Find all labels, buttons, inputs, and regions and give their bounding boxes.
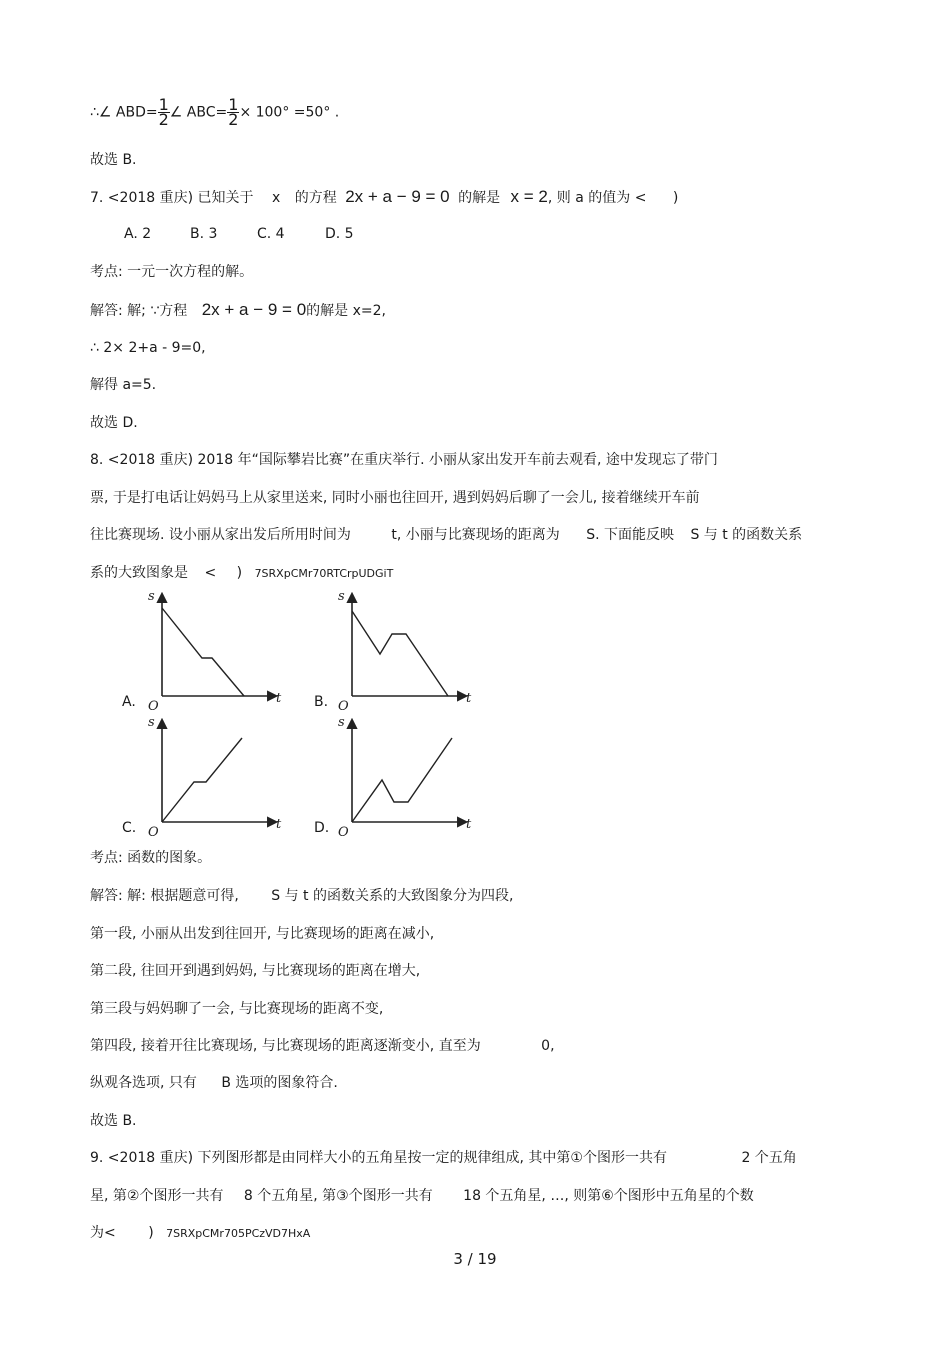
q9-line3 <box>90 1223 310 1244</box>
q7-option-b: B. 3 <box>190 226 218 242</box>
q9-code: 7SRXpCMr705PCzVD7HxA <box>166 1227 311 1240</box>
equation-abd <box>90 95 340 129</box>
q8-line4 <box>90 563 393 584</box>
q8-text: S 与 t 的函数关系 <box>690 527 803 543</box>
graph-c-curve <box>162 738 242 822</box>
graph-c <box>140 712 290 840</box>
q9-text: 星, 第②个图形一共有 <box>90 1188 224 1204</box>
q8-kaodian: 考点: 函数的图象。 <box>90 850 212 866</box>
q9-text: ) <box>148 1225 154 1241</box>
q8-jieda-text: 解答: 解: 根据题意可得, <box>90 888 239 904</box>
q7-option-c: C. 4 <box>257 226 285 242</box>
q8-text: t, 小丽与比赛现场的距离为 <box>391 527 560 543</box>
q7-text: 的解是 <box>458 190 501 206</box>
q8-line3 <box>90 525 802 545</box>
axis-label-t: t <box>466 691 472 706</box>
q8-para5 <box>90 1073 338 1093</box>
graph-a <box>140 586 290 714</box>
q8-jieda-text: S 与 t 的函数关系的大致图象分为四段, <box>271 888 514 904</box>
q7-option-a: A. 2 <box>124 226 152 242</box>
q9-text: 8 个五角星, 第③个图形一共有 <box>243 1188 433 1204</box>
q7-stem <box>90 187 678 208</box>
fraction-half <box>227 95 239 129</box>
eq-part: ∴∠ ABD= <box>90 104 158 121</box>
q8-line2: 票, 于是打电话让妈妈马上从家里送来, 同时小丽也往回开, 遇到妈妈后聊了一会儿, 接着继续开车前 <box>90 490 700 506</box>
numerator: 1 <box>158 95 169 114</box>
q9-line1 <box>90 1148 797 1168</box>
graph-b-label: B. <box>314 694 329 710</box>
q8-text: 系的大致图象是 <box>90 565 188 581</box>
origin-label: O <box>148 699 159 714</box>
q8-text: < <box>204 565 217 581</box>
q7-var: x <box>271 190 281 206</box>
q7-jieda <box>90 300 386 321</box>
graph-c-label: C. <box>122 820 137 836</box>
numerator: 1 <box>228 95 239 114</box>
q8-text: S. 下面能反映 <box>586 527 674 543</box>
fraction-half <box>158 95 170 129</box>
q7-text: ) <box>672 190 679 206</box>
q8-para1: 第一段, 小丽从出发到往回开, 与比赛现场的距离在减小, <box>90 926 435 942</box>
axis-label-s: s <box>338 589 345 604</box>
origin-label: O <box>148 825 159 840</box>
q7-equation: 2x + a − 9 = 0 <box>345 187 450 206</box>
q8-text: 第四段, 接着开往比赛现场, 与比赛现场的距离逐渐变小, 直至为 <box>90 1038 481 1054</box>
graph-b <box>330 586 480 714</box>
axis-label-t: t <box>276 691 282 706</box>
eq-part: × 100° =50° . <box>239 104 340 121</box>
axis-label-s: s <box>148 715 155 730</box>
q9-text: 2 个五角 <box>741 1150 797 1166</box>
q7-jieda-eq: 2x + a − 9 = 0 <box>201 300 307 319</box>
page-number: 3 / 19 <box>453 1250 497 1268</box>
q9-text: 18 个五角星, …, 则第⑥个图形中五角星的个数 <box>463 1188 754 1204</box>
q8-jieda <box>90 886 513 906</box>
q7-text: , 则 a 的值为 < <box>547 190 647 206</box>
q7-option-d: D. 5 <box>325 226 354 242</box>
axis-label-s: s <box>148 589 155 604</box>
q7-step2: 解得 a=5. <box>90 377 157 393</box>
origin-label: O <box>338 825 349 840</box>
graph-a-curve <box>162 608 244 696</box>
axis-label-s: s <box>338 715 345 730</box>
q8-text: ) <box>236 565 243 581</box>
q7-answer: 故选 D. <box>90 415 138 431</box>
q8-code: 7SRXpCMr70RTCrpUDGiT <box>254 567 394 580</box>
q8-para4 <box>90 1036 555 1056</box>
q7-text: 7. <2018 重庆) 已知关于 <box>90 190 254 206</box>
q7-step1: ∴ 2× 2+a - 9=0, <box>90 340 206 356</box>
q7-jieda-text: 解答: 解; ∵方程 <box>90 303 188 319</box>
denominator: 2 <box>158 110 169 129</box>
q9-line2 <box>90 1186 754 1206</box>
q7-solution: x = 2 <box>510 187 548 206</box>
q8-text: 往比赛现场. 设小丽从家出发后所用时间为 <box>90 527 351 543</box>
origin-label: O <box>338 699 349 714</box>
graph-d <box>330 712 480 840</box>
graph-d-label: D. <box>314 820 330 836</box>
q9-text: 为< <box>90 1225 116 1241</box>
axis-label-t: t <box>276 817 282 832</box>
axis-label-t: t <box>466 817 472 832</box>
eq-part: ∠ ABC= <box>169 104 228 121</box>
q8-text: 纵观各选项, 只有 <box>90 1075 197 1091</box>
denominator: 2 <box>228 110 239 129</box>
q8-para3: 第三段与妈妈聊了一会, 与比赛现场的距离不变, <box>90 1001 384 1017</box>
q8-answer: 故选 B. <box>90 1113 137 1129</box>
graph-a-label: A. <box>122 694 136 710</box>
graph-d-curve <box>352 738 452 822</box>
graph-b-curve <box>352 611 448 696</box>
q9-text: 9. <2018 重庆) 下列图形都是由同样大小的五角星按一定的规律组成, 其中第①个图形一共有 <box>90 1150 667 1166</box>
q8-para2: 第二段, 往回开到遇到妈妈, 与比赛现场的距离在增大, <box>90 963 421 979</box>
q8-line1: 8. <2018 重庆) 2018 年“国际攀岩比赛”在重庆举行. 小丽从家出发开车前去观看, 途中发现忘了带门 <box>90 452 718 468</box>
answer-line: 故选 B. <box>90 152 137 168</box>
q7-text: 的方程 <box>294 190 337 206</box>
q8-text: 0, <box>541 1038 555 1054</box>
q7-jieda-text: 的解是 x=2, <box>306 303 386 319</box>
q8-text: B 选项的图象符合. <box>221 1075 338 1091</box>
q7-kaodian: 考点: 一元一次方程的解。 <box>90 264 254 280</box>
